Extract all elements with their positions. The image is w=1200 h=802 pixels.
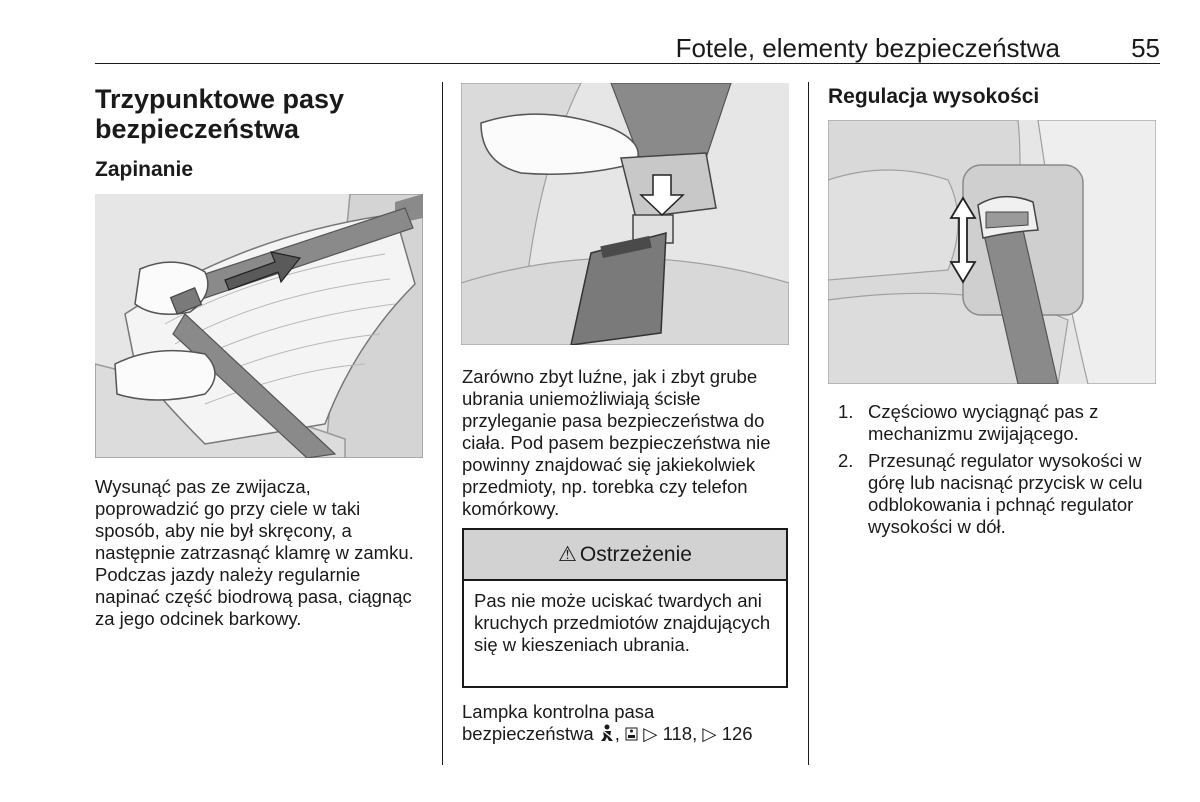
passenger-seat-icon (625, 724, 638, 746)
indicator-reference (462, 701, 792, 747)
list-item (838, 401, 1158, 445)
column-divider-right (808, 82, 809, 765)
adjustment-steps (838, 401, 1158, 543)
warning-box (462, 528, 788, 688)
buckle-latch-illustration (461, 83, 789, 345)
seatbelt-warning-icon (599, 724, 615, 747)
step-number: 2. (838, 450, 854, 471)
step-text: Przesunąć regulator wysokości w górę lub nacisnąć przycisk w celu odblokowania i pchnąć regulator wysokości w dół. (868, 450, 1143, 537)
section-heading: Trzypunktowe pasy bezpieczeństwa (95, 84, 345, 144)
reference-line-1: Lampka kontrolna pasa (462, 701, 655, 722)
page-ref-arrow-icon: ▷ (702, 723, 717, 744)
buckling-instructions: Wysunąć pas ze zwijacza, poprowadzić go przy ciele w taki sposób, aby nie był skręcony, a następnie zatrzasnąć klamrę w zamku. Podczas jazdy należy regularnie napinać część biodrową pasa, ciągnąc za jego odcinek barkowy. (95, 476, 414, 629)
running-header-title: Fotele, elementy bezpieczeństwa (675, 33, 1060, 63)
reference-line-2 (462, 723, 792, 747)
subheading-buckling: Zapinanie (95, 158, 194, 181)
step-text: Częściowo wyciągnąć pas z mechanizmu zwijającego. (868, 401, 1099, 444)
clothing-paragraph: Zarówno zbyt luźne, jak i zbyt grube ubrania uniemożliwiają ścisłe przyleganie pasa bezpieczeństwa do ciała. Pod pasem bezpieczeństwa nie powinny znajdować się jakiekolwiek przedmioty, np. torebka czy telefon komórkowy. (462, 366, 771, 519)
header-rule (95, 63, 1160, 64)
reference-separator: , (614, 723, 620, 744)
figure-buckle-latch (461, 83, 789, 345)
page-ref-link-b[interactable]: 126 (721, 723, 753, 744)
fastening-belt-illustration (95, 194, 423, 458)
warning-icon: ⚠ (558, 543, 577, 566)
step-number: 1. (838, 401, 854, 422)
figure-fastening-belt (95, 194, 423, 458)
height-adjuster-illustration (828, 120, 1156, 384)
figure-height-adjuster (828, 120, 1156, 384)
warning-title: Ostrzeżenie (579, 542, 692, 566)
reference-label: bezpieczeństwa (462, 723, 594, 744)
warning-header (464, 530, 786, 581)
list-item (838, 450, 1158, 538)
column-divider-left (442, 82, 443, 765)
page-ref-link-a[interactable]: 118, (662, 723, 698, 744)
subheading-height-adjustment: Regulacja wysokości (828, 85, 1040, 108)
page-number: 55 (1131, 33, 1160, 63)
warning-text: Pas nie może uciskać twardych ani kruchych przedmiotów znajdujących się w kieszeniach ubrania. (474, 590, 771, 655)
page-ref-arrow-icon: ▷ (643, 723, 658, 744)
